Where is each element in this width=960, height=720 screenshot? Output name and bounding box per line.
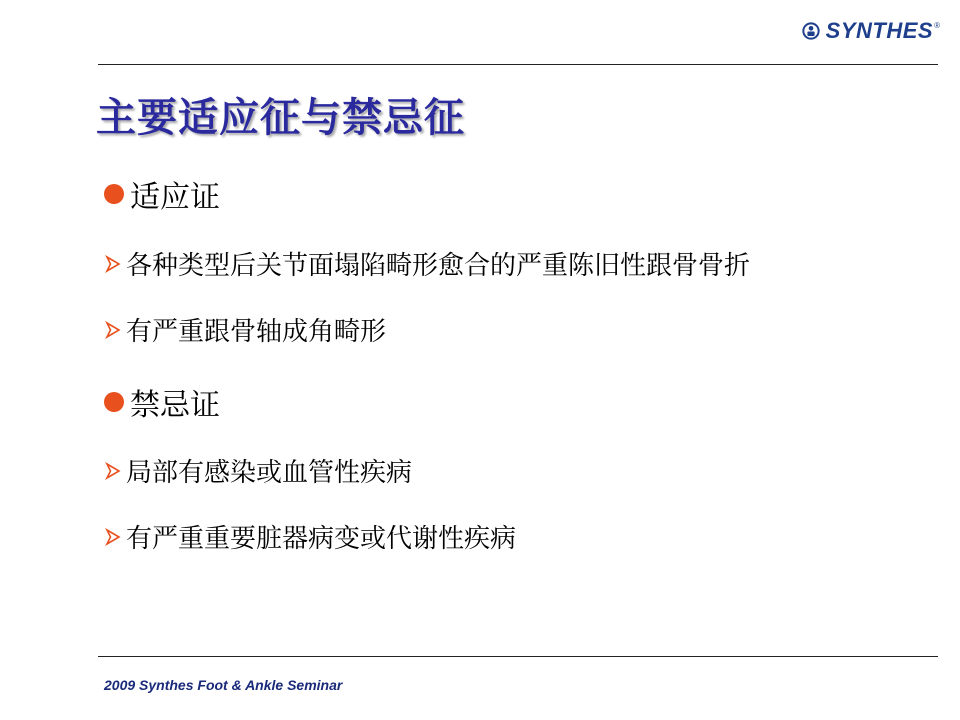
- circle-bullet-icon: [104, 184, 124, 204]
- list-item-text: 有严重跟骨轴成角畸形: [126, 317, 387, 347]
- section-heading-indications: [104, 172, 220, 216]
- list-item: [104, 245, 750, 282]
- bottom-divider: [98, 656, 938, 657]
- arrow-bullet-icon: [104, 321, 122, 339]
- synthes-logo-icon: [802, 22, 820, 40]
- list-item: [104, 452, 412, 489]
- list-item-text: 有严重重要脏器病变或代谢性疾病: [126, 524, 517, 554]
- arrow-bullet-icon: [104, 255, 122, 273]
- list-item: [104, 518, 516, 555]
- registered-mark: ®: [934, 21, 940, 30]
- section-heading-label: 禁忌证: [130, 388, 220, 423]
- section-heading-label: 适应证: [130, 180, 220, 215]
- top-divider: [98, 64, 938, 65]
- logo-text: SYNTHES: [825, 18, 934, 43]
- synthes-logo: [802, 19, 940, 43]
- slide-title: 主要适应征与禁忌征: [96, 95, 465, 141]
- circle-bullet-icon: [104, 392, 124, 412]
- arrow-bullet-icon: [104, 462, 122, 480]
- arrow-bullet-icon: [104, 528, 122, 546]
- list-item-text: 局部有感染或血管性疾病: [126, 458, 413, 488]
- list-item-text: 各种类型后关节面塌陷畸形愈合的严重陈旧性跟骨骨折: [126, 251, 751, 281]
- footer-text: 2009 Synthes Foot & Ankle Seminar: [104, 677, 343, 693]
- list-item: [104, 311, 386, 348]
- section-heading-contraindications: [104, 380, 220, 424]
